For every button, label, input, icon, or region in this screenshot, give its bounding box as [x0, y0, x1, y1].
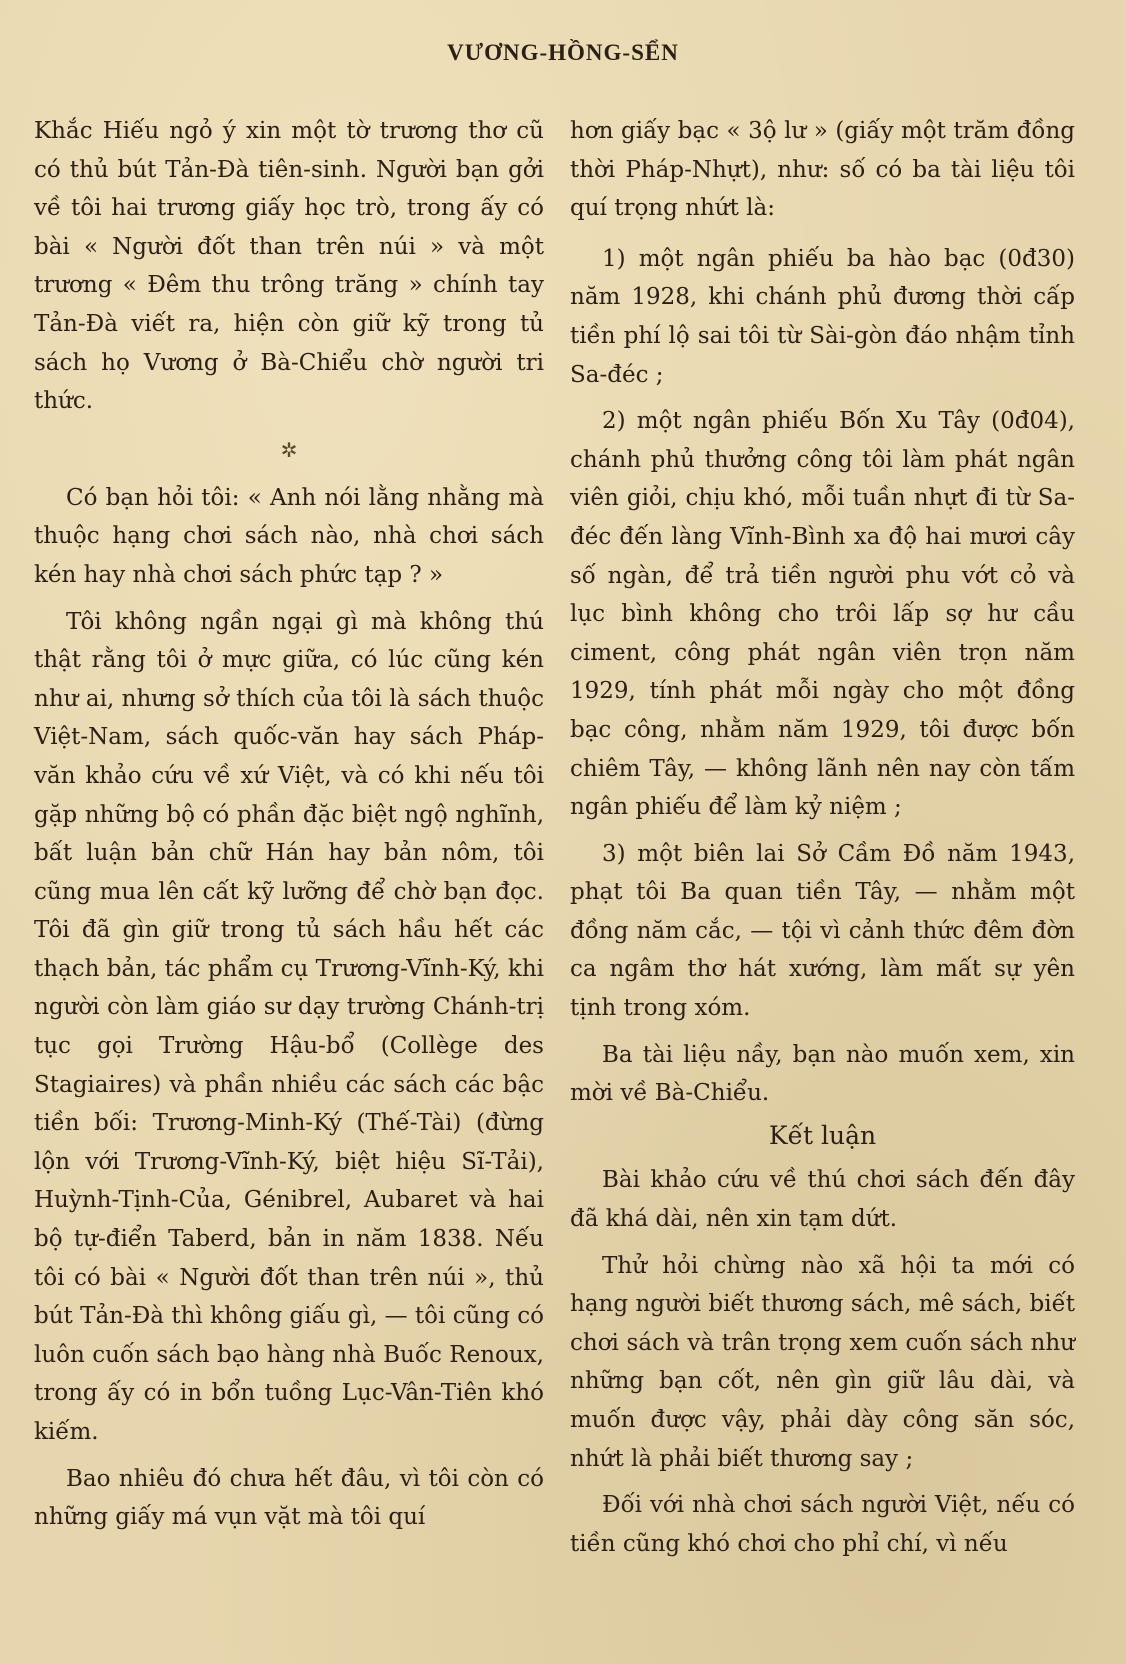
right-column: [570, 112, 1075, 1563]
paragraph: Đối với nhà chơi sách người Việt, nếu có tiền cũng khó chơi cho phỉ chí, vì nếu: [570, 1492, 1075, 1557]
left-column: [34, 112, 544, 1537]
section-ornament: ✲: [280, 437, 298, 462]
paragraph: Tôi không ngần ngại gì mà không thú thật rằng tôi ở mực giữa, có lúc cũng kén như ai, nhưng sở thích của tôi là sách thuộc Việt-Nam, sách quốc-văn hay sách Pháp-văn khảo cứu về xứ Việt, và có khi nếu tôi gặp những bộ có phần đặc biệt ngộ nghĩnh, bất luận bản chữ Hán hay bản nôm, tôi cũng mua lên cất kỹ lưỡng để chờ bạn đọc. Tôi đã gìn giữ trong tủ sách hầu hết các thạch bản, tác phẩm cụ Trương-Vĩnh-Ký, khi người còn làm giáo sư dạy trường Chánh-trị tục gọi Trường Hậu-bổ (Collège des Stagiaires) và phần nhiều các sách các bậc tiền bối: Trương-Minh-Ký (Thế-Tài) (đừng lộn với Trương-Vĩnh-Ký, biệt hiệu Sĩ-Tải), Huỳnh-Tịnh-Của, Génibrel, Aubaret và hai bộ tự-điển Taberd, bản in năm 1838. Nếu tôi có bài « Người đốt than trên núi », thủ bút Tản-Đà thì không giấu gì, — tôi cũng có luôn cuốn sách bạo hàng nhà Buốc Renoux, trong ấy có in bổn tuồng Lục-Vân-Tiên khó kiếm.: [34, 608, 544, 1445]
list-item: 1) một ngân phiếu ba hào bạc (0đ30) năm 1928, khi chánh phủ đương thời cấp tiền phí lộ sai tôi từ Sài-gòn đáo nhậm tỉnh Sa-đéc ;: [570, 245, 1075, 388]
paragraph: Ba tài liệu nầy, bạn nào muốn xem, xin mời về Bà-Chiểu.: [570, 1041, 1075, 1107]
paragraph: Bài khảo cứu về thú chơi sách đến đây đã khá dài, nên xin tạm dứt.: [570, 1167, 1075, 1233]
paragraph: Có bạn hỏi tôi: « Anh nói lằng nhằng mà thuộc hạng chơi sách nào, nhà chơi sách kén hay nhà chơi sách phức tạp ? »: [34, 484, 544, 588]
list-item: 3) một biên lai Sở Cầm Đồ năm 1943, phạt tôi Ba quan tiền Tây, — nhằm một đồng năm cắc, — tội vì cảnh thức đêm đờn ca ngâm thơ hát xướng, làm mất sự yên tịnh trong xóm.: [570, 840, 1075, 1022]
paragraph: hơn giấy bạc « 3ộ lư » (giấy một trăm đồng thời Pháp-Nhựt), như: số có ba tài liệu tôi quí trọng nhứt là:: [570, 118, 1075, 222]
paragraph: Khắc Hiếu ngỏ ý xin một tờ trương thơ cũ có thủ bút Tản-Đà tiên-sinh. Người bạn gởi về tôi hai trương giấy học trò, trong ấy có bài « Người đốt than trên núi » và một trương « Đêm thu trông trăng » chính tay Tản-Đà viết ra, hiện còn giữ kỹ trong tủ sách họ Vương ở Bà-Chiểu chờ người tri thức.: [34, 118, 544, 415]
list-item: 2) một ngân phiếu Bốn Xu Tây (0đ04), chánh phủ thưởng công tôi làm phát ngân viên giỏi, chịu khó, mỗi tuần nhựt đi từ Sa-đéc đến làng Vĩnh-Bình xa độ hai mươi cây số ngàn, để trả tiền người phu vớt cỏ và lục bình không cho trôi lấp sợ hư cầu ciment, công phát ngân viên trọn năm 1929, tính phát mỗi ngày cho một đồng bạc công, nhằm năm 1929, tôi được bốn chiêm Tây, — không lãnh nên nay còn tấm ngân phiếu để làm kỷ niệm ;: [570, 408, 1075, 821]
section-heading: Kết luận: [768, 1120, 877, 1150]
running-header: VƯƠNG-HỒNG-SỂN: [447, 40, 679, 65]
paragraph: Bao nhiêu đó chưa hết đâu, vì tôi còn có những giấy má vụn vặt mà tôi quí: [34, 1465, 544, 1531]
paragraph: Thử hỏi chừng nào xã hội ta mới có hạng người biết thương sách, mê sách, biết chơi sách và trân trọng xem cuốn sách như những bạn cốt, nên gìn giữ lâu dài, và muốn được vậy, phải dày công săn sóc, nhứt là phải biết thương say ;: [570, 1252, 1075, 1472]
